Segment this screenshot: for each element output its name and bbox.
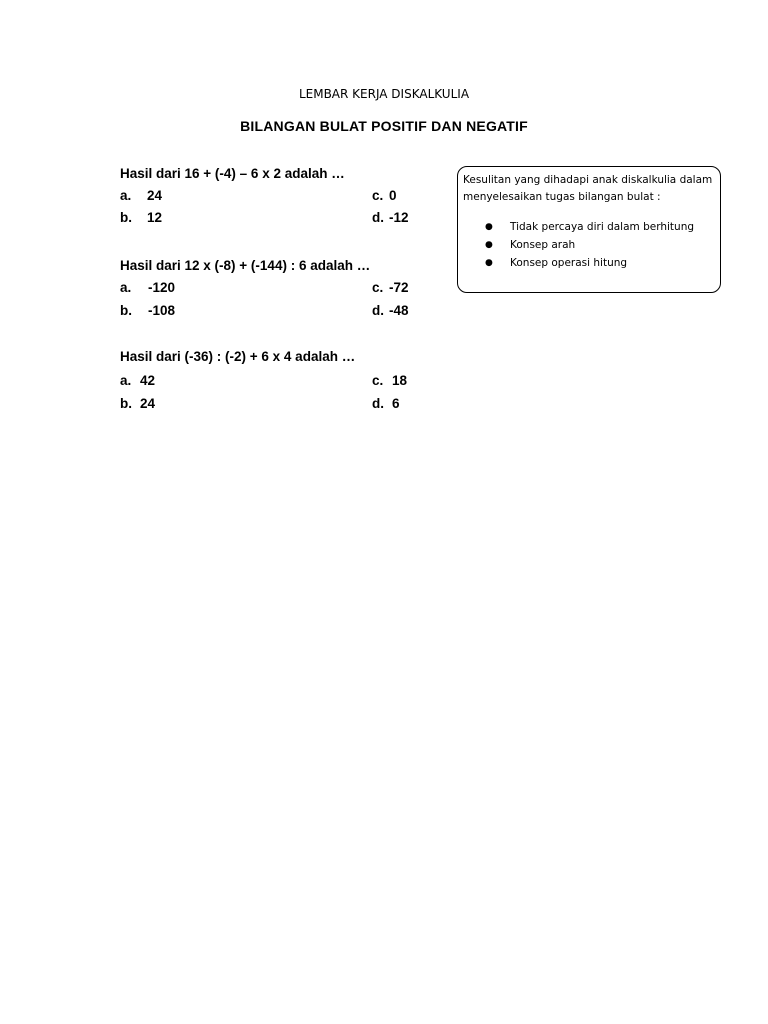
option-value: 18 <box>392 373 408 388</box>
option-value: 0 <box>389 188 397 203</box>
question-2-option-a <box>120 280 175 295</box>
question-3-option-c <box>372 373 407 388</box>
question-3-text: Hasil dari (-36) : (-2) + 6 x 4 adalah … <box>120 349 356 364</box>
worksheet-subtitle: BILANGAN BULAT POSITIF DAN NEGATIF <box>240 118 528 134</box>
question-2-text: Hasil dari 12 x (-8) + (-144) : 6 adalah … <box>120 258 371 273</box>
option-letter: c. <box>372 373 384 388</box>
option-letter: d. <box>372 396 384 411</box>
option-value: 24 <box>140 396 156 411</box>
list-item-label: Konsep operasi hitung <box>510 257 628 269</box>
option-letter: a. <box>120 373 132 388</box>
bullet-icon: ● <box>485 240 493 250</box>
question-3-option-b <box>120 396 155 411</box>
option-letter: b. <box>120 210 132 225</box>
worksheet-title: LEMBAR KERJA DISKALKULIA <box>298 87 470 101</box>
option-value: -12 <box>389 210 409 225</box>
question-2-option-b <box>120 303 175 318</box>
option-letter: c. <box>372 188 384 203</box>
option-letter: b. <box>120 396 132 411</box>
option-letter: a. <box>120 188 132 203</box>
question-1-option-b <box>120 210 162 225</box>
option-value: 42 <box>140 373 156 388</box>
option-value: -108 <box>148 303 176 318</box>
option-value: 24 <box>147 188 163 203</box>
question-1-option-c <box>372 188 397 203</box>
list-item <box>458 254 718 272</box>
option-letter: d. <box>372 210 384 225</box>
option-value: -48 <box>389 303 409 318</box>
option-value: 12 <box>147 210 163 225</box>
option-letter: a. <box>120 280 132 295</box>
option-letter: c. <box>372 280 384 295</box>
list-item <box>458 218 718 236</box>
option-value: -72 <box>389 280 409 295</box>
list-item <box>458 236 718 254</box>
question-3-option-d <box>372 396 400 411</box>
question-1-option-d <box>372 210 409 225</box>
bullet-icon: ● <box>485 222 493 232</box>
option-letter: d. <box>372 303 384 318</box>
difficulty-list <box>458 218 718 272</box>
bullet-icon: ● <box>485 258 493 268</box>
option-value: 6 <box>392 396 400 411</box>
question-2-option-d <box>372 303 409 318</box>
question-1-option-a <box>120 188 162 203</box>
list-item-label: Tidak percaya diri dalam berhitung <box>510 221 695 233</box>
question-3-option-a <box>120 373 155 388</box>
info-box-text: Kesulitan yang dihadapi anak diskalkulia dalam menyelesaikan tugas bilangan bulat : <box>463 174 713 203</box>
option-value: -120 <box>148 280 176 295</box>
list-item-label: Konsep arah <box>510 239 576 251</box>
question-2-option-c <box>372 280 409 295</box>
question-1-text: Hasil dari 16 + (-4) – 6 x 2 adalah … <box>120 166 345 181</box>
option-letter: b. <box>120 303 132 318</box>
difficulty-info-box <box>457 166 721 293</box>
